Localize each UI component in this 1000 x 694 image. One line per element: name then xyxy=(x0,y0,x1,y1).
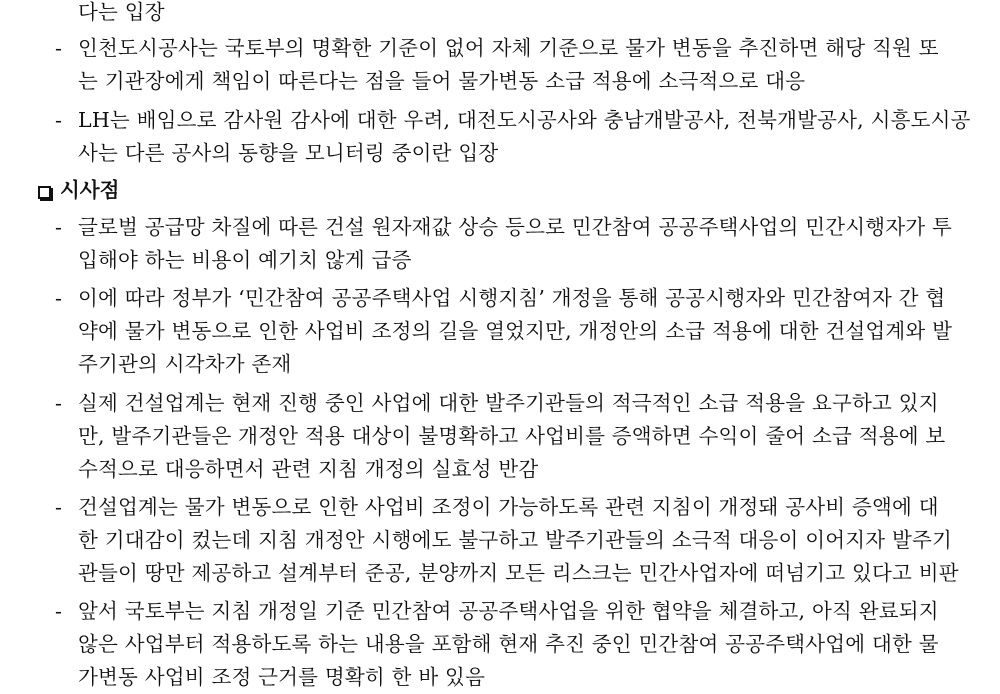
dash-bullet: - xyxy=(55,391,62,415)
paragraph-line: 약에 물가 변동으로 인한 사업비 조정의 길을 열었지만, 개정안의 소급 적용에 대한 건설업계와 발 xyxy=(78,319,953,343)
paragraph-line: 않은 사업부터 적용하도록 하는 내용을 포함해 현재 추진 중인 민간참여 공공주택사업에 대한 물 xyxy=(78,632,939,656)
paragraph-line: 수적으로 대응하면서 관련 지침 개정의 실효성 반감 xyxy=(78,457,539,481)
paragraph-line: 주기관의 시각차가 존재 xyxy=(78,352,292,376)
paragraph-line: 인천도시공사는 국토부의 명확한 기준이 없어 자체 기준으로 물가 변동을 추진하면 해당 직원 또 xyxy=(78,36,939,60)
dash-bullet: - xyxy=(55,108,62,132)
paragraph-line: LH는 배임으로 감사원 감사에 대한 우려, 대전도시공사와 충남개발공사, 전북개발공사, 시흥도시공 xyxy=(78,108,971,132)
section-title: 시사점 xyxy=(60,178,120,202)
paragraph-line: 건설업계는 물가 변동으로 인한 사업비 조정이 가능하도록 관련 지침이 개정돼 공사비 증액에 대 xyxy=(78,495,939,519)
paragraph-line: 실제 건설업계는 현재 진행 중인 사업에 대한 발주기관들의 적극적인 소급 적용을 요구하고 있지 xyxy=(78,391,939,415)
paragraph-line: 관들이 땅만 제공하고 설계부터 준공, 분양까지 모든 리스크는 민간사업자에 떠넘기고 있다고 비판 xyxy=(78,561,959,585)
paragraph-line: 이에 따라 정부가 ‘민간참여 공공주택사업 시행지침’ 개정을 통해 공공시행자와 민간참여자 간 협 xyxy=(78,286,946,310)
dash-bullet: - xyxy=(55,286,62,310)
paragraph-line: 만, 발주기관들은 개정안 적용 대상이 불명확하고 사업비를 증액하면 수익이 줄어 소급 적용에 보 xyxy=(78,424,946,448)
paragraph-line: 한 기대감이 컸는데 지침 개정안 시행에도 불구하고 발주기관들의 소극적 대응이 이어지자 발주기 xyxy=(78,528,952,552)
paragraph-line: 글로벌 공급망 차질에 따른 건설 원자재값 상승 등으로 민간참여 공공주택사업의 민간시행자가 투 xyxy=(78,215,952,239)
dash-bullet: - xyxy=(55,599,62,623)
paragraph-line: 는 기관장에게 책임이 따른다는 점을 들어 물가변동 소급 적용에 소극적으로 대응 xyxy=(78,69,806,93)
intro-tail-text: 다는 입장 xyxy=(78,0,165,24)
paragraph-line: 앞서 국토부는 지침 개정일 기준 민간참여 공공주택사업을 위한 협약을 체결하고, 아직 완료되지 xyxy=(78,599,939,623)
paragraph-line: 사는 다른 공사의 동향을 모니터링 중이란 입장 xyxy=(78,141,499,165)
paragraph-line: 가변동 사업비 조정 근거를 명확히 한 바 있음 xyxy=(78,665,486,689)
dash-bullet: - xyxy=(55,215,62,239)
paragraph-line: 입해야 하는 비용이 예기치 않게 급증 xyxy=(78,248,412,272)
dash-bullet: - xyxy=(55,495,62,519)
checkbox-square-icon xyxy=(38,186,51,199)
dash-bullet: - xyxy=(55,36,62,60)
